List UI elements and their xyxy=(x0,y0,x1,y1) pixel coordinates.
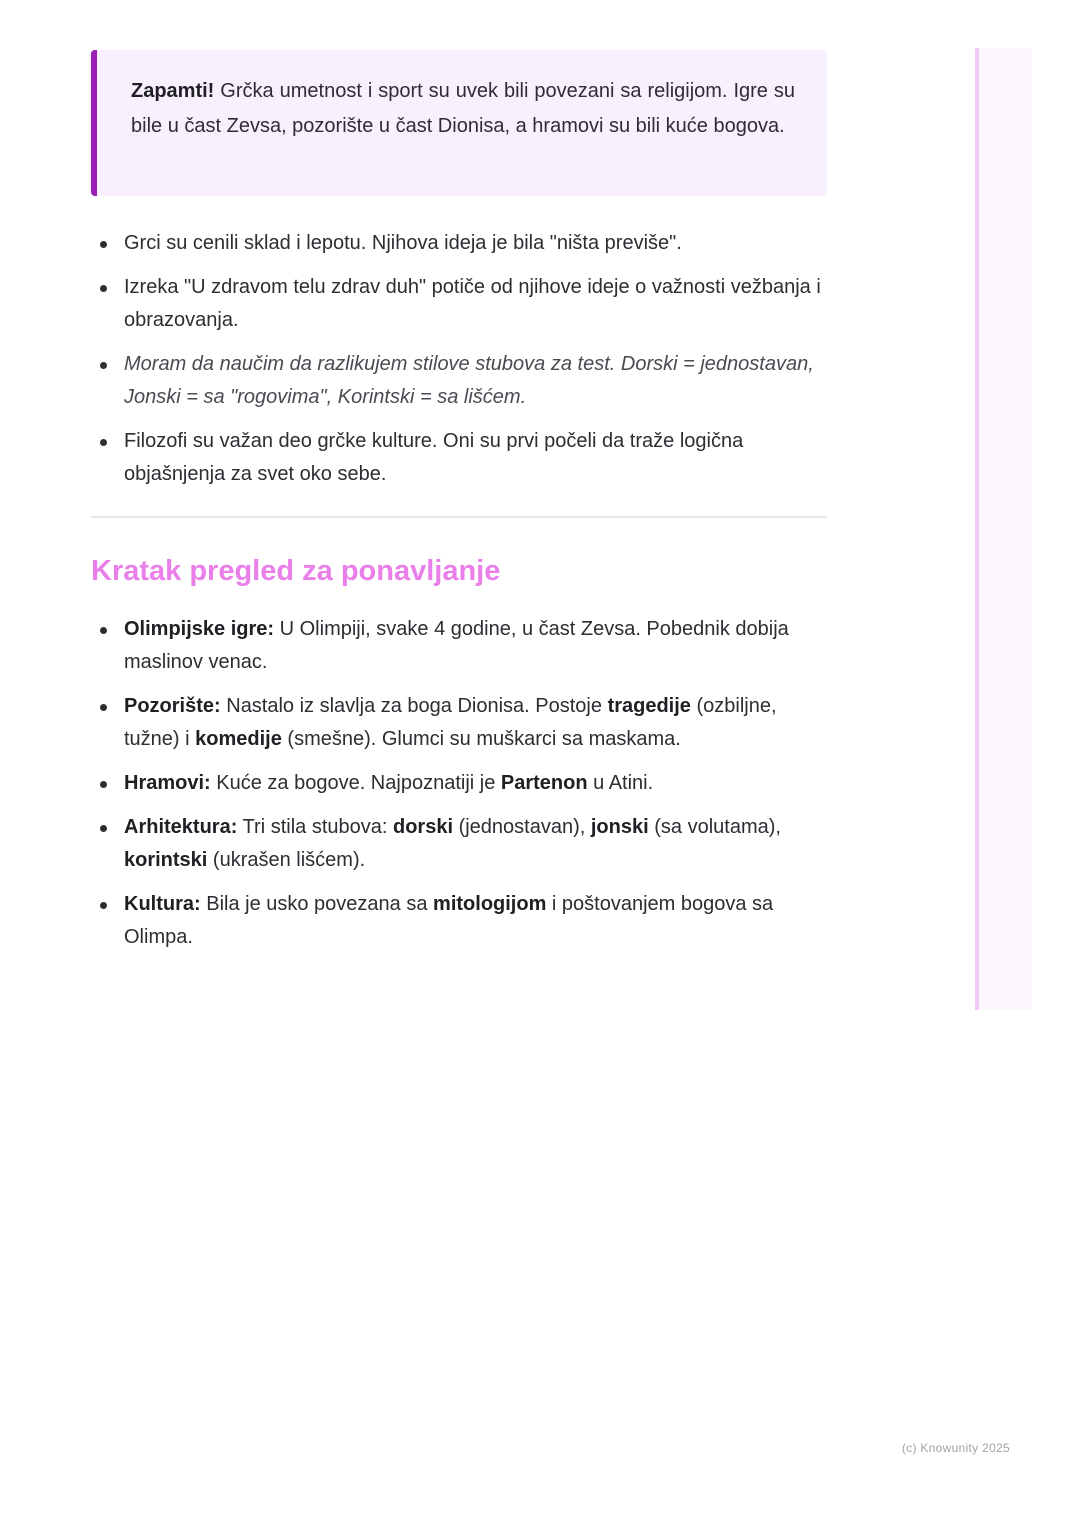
summary-term: Hramovi: xyxy=(124,772,211,794)
summary-text: (sa volutama), xyxy=(648,816,781,838)
summary-term: Pozorište: xyxy=(124,695,221,717)
section-heading: Kratak pregled za ponavljanje xyxy=(91,555,501,587)
bullet-icon xyxy=(100,241,107,248)
summary-keyword: Partenon xyxy=(500,772,588,794)
callout-label: Zapamti! xyxy=(131,80,215,102)
summary-keyword: jonski xyxy=(590,816,649,838)
bullet-icon xyxy=(100,285,107,292)
summary-keyword: mitologijom xyxy=(433,893,547,915)
summary-text: (ukrašen lišćem). xyxy=(207,849,366,871)
list-item xyxy=(91,348,827,414)
summary-term: Kultura: xyxy=(124,893,201,915)
summary-text: i poštovanjem bogova sa Olimpa. xyxy=(124,893,774,948)
note-text: Grci su cenili sklad i lepotu. Njihova ideja je bila "ništa previše". xyxy=(124,232,682,254)
summary-text: u Atini. xyxy=(587,772,654,794)
summary-keyword: komedije xyxy=(195,728,282,750)
notes-list xyxy=(91,227,827,491)
summary-text: U Olimpiji, svake 4 godine, u čast Zevsa. Pobednik dobija maslinov venac. xyxy=(124,618,789,673)
list-item xyxy=(91,811,827,877)
summary-term: Arhitektura: xyxy=(124,816,238,838)
side-note-panel xyxy=(975,48,1032,1010)
note-text: Izreka "U zdravom telu zdrav duh" potiče od njihove ideje o važnosti vežbanja i obrazovanja. xyxy=(124,276,821,331)
list-item xyxy=(91,227,827,260)
page-content xyxy=(91,50,827,965)
summary-keyword: korintski xyxy=(124,849,208,871)
copyright-footer: (c) Knowunity 2025 xyxy=(901,1441,1010,1455)
remember-callout xyxy=(91,50,827,196)
list-item xyxy=(91,271,827,337)
note-text: Moram da naučim da razlikujem stilove stubova za test. Dorski = jednostavan, Jonski = sa "rogovima", Korintski = sa lišćem. xyxy=(124,353,814,408)
summary-term: Olimpijske igre: xyxy=(124,618,275,640)
list-item xyxy=(91,613,827,679)
section-divider xyxy=(91,516,827,518)
summary-list xyxy=(91,613,827,954)
list-item xyxy=(91,425,827,491)
note-text: Filozofi su važan deo grčke kulture. Oni su prvi počeli da traže logična objašnjenja za svet oko sebe. xyxy=(124,430,744,485)
summary-text: Nastalo iz slavlja za boga Dionisa. Postoje xyxy=(220,695,608,717)
summary-text: Bila je usko povezana sa xyxy=(200,893,434,915)
summary-keyword: tragedije xyxy=(607,695,691,717)
bullet-icon xyxy=(100,439,107,446)
bullet-icon xyxy=(100,825,107,832)
bullet-icon xyxy=(100,781,107,788)
summary-text: (smešne). Glumci su muškarci sa maskama. xyxy=(281,728,681,750)
callout-text: Grčka umetnost i sport su uvek bili povezani sa religijom. Igre su bile u čast Zevsa, pozorište u čast Dionisa, a hramovi su bili kuće bogova. xyxy=(131,80,795,137)
bullet-icon xyxy=(100,902,107,909)
summary-text: (ozbiljne, tužne) i xyxy=(124,695,777,750)
summary-text: Kuće za bogove. Najpoznatiji je xyxy=(210,772,501,794)
bullet-icon xyxy=(100,362,107,369)
list-item xyxy=(91,888,827,954)
list-item xyxy=(91,690,827,756)
summary-text: Tri stila stubova: xyxy=(237,816,393,838)
list-item xyxy=(91,767,827,800)
bullet-icon xyxy=(100,627,107,634)
summary-keyword: dorski xyxy=(392,816,454,838)
bullet-icon xyxy=(100,704,107,711)
summary-text: (jednostavan), xyxy=(453,816,591,838)
